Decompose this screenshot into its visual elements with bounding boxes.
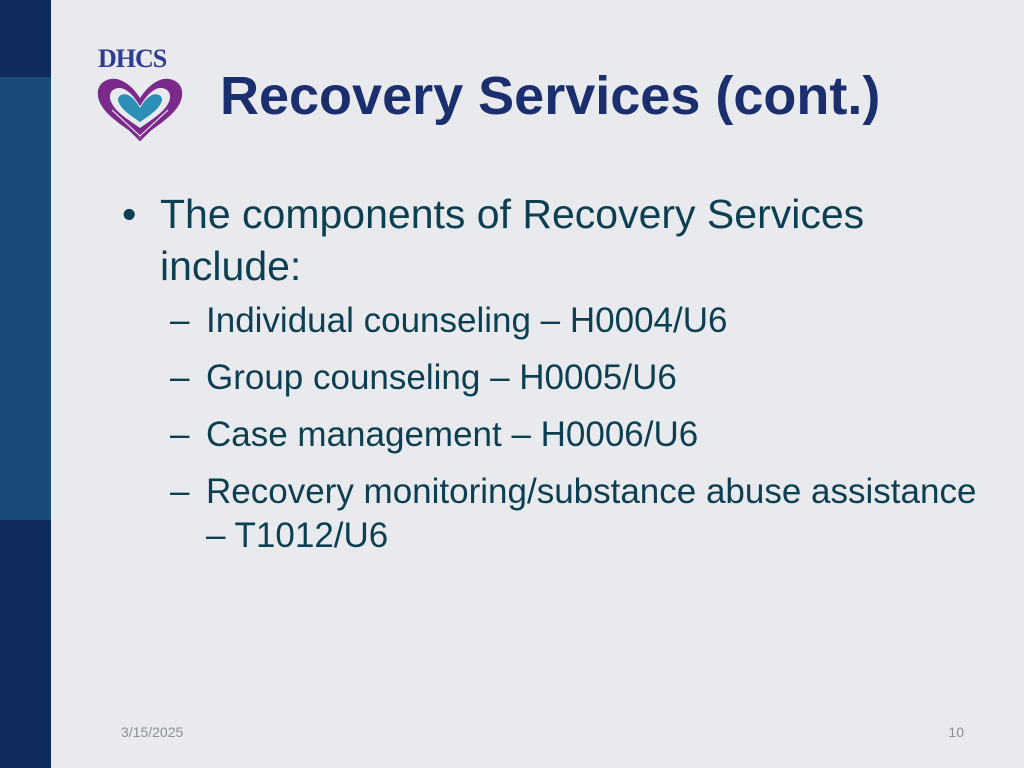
dash-marker: – xyxy=(170,301,190,340)
dash-marker: – xyxy=(170,472,190,511)
heart-hands-icon xyxy=(90,70,190,142)
sub-item-text: Individual counseling – H0004/U6 xyxy=(206,301,728,340)
sub-item xyxy=(118,413,978,457)
sub-item xyxy=(118,356,978,400)
bullet-text: The components of Recovery Services include: xyxy=(160,191,865,289)
sidebar-band xyxy=(0,77,51,520)
bullet-item xyxy=(118,188,978,292)
dash-marker: – xyxy=(170,415,190,454)
slide-content xyxy=(118,188,978,558)
sub-item-text: Recovery monitoring/substance abuse assistance – T1012/U6 xyxy=(206,472,977,555)
sub-item xyxy=(118,470,978,558)
bullet-marker: • xyxy=(122,191,137,237)
dash-marker: – xyxy=(170,358,190,397)
dhcs-logo xyxy=(90,44,190,144)
footer-date: 3/15/2025 xyxy=(121,724,184,740)
page-number: 10 xyxy=(948,724,964,740)
slide-title: Recovery Services (cont.) xyxy=(220,66,881,126)
logo-text: DHCS xyxy=(98,44,167,73)
sub-list xyxy=(118,299,978,558)
sub-item xyxy=(118,299,978,343)
sub-item-text: Case management – H0006/U6 xyxy=(206,415,699,454)
sub-item-text: Group counseling – H0005/U6 xyxy=(206,358,677,397)
